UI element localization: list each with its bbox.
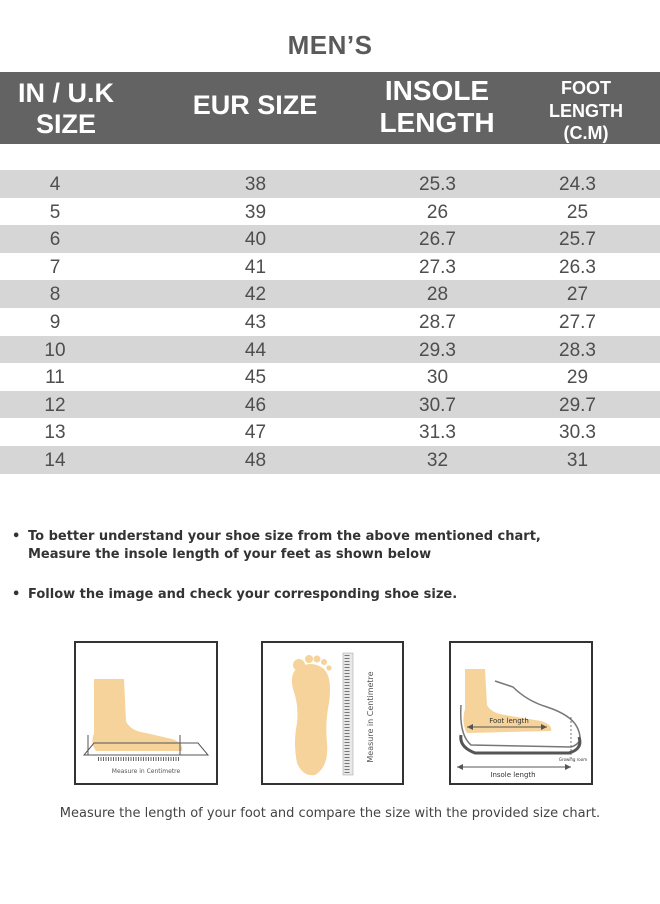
cell-uk: 12 [44, 394, 66, 416]
header-insole-length [362, 75, 512, 139]
table-row [0, 308, 660, 336]
header-foot-line3: (C.M) [563, 123, 609, 143]
panel3-foot-label: Foot length [489, 717, 529, 725]
panel3-growing-label: Growing room [558, 757, 588, 762]
cell-foot: 27 [566, 284, 589, 306]
cell-insole: 25.3 [419, 174, 456, 195]
panel3-insole-label: Insole length [490, 771, 536, 779]
cell-foot: 25 [566, 201, 589, 223]
table-row [0, 363, 660, 391]
header-insole-line2: LENGTH [379, 107, 495, 139]
cell-eur: 41 [244, 256, 267, 278]
cell-uk: 14 [44, 449, 66, 471]
table-row [0, 253, 660, 281]
header-uk-size-line2: SIZE [35, 109, 96, 140]
cell-uk: 13 [44, 422, 66, 444]
table-row [0, 280, 660, 308]
cell-uk: 11 [45, 367, 65, 389]
table-row [0, 198, 660, 226]
cell-insole: 28.7 [419, 311, 456, 333]
instruction-note-1 [12, 528, 541, 564]
cell-insole: 30 [426, 367, 449, 389]
cell-eur: 40 [244, 229, 267, 251]
page-title: MEN’S [287, 30, 373, 60]
cell-eur: 45 [244, 367, 267, 389]
cell-eur: 38 [244, 174, 267, 195]
header-uk-size-line1: IN / U.K [17, 78, 114, 108]
header-foot-line1: FOOT [561, 78, 611, 98]
table-row [0, 225, 660, 253]
cell-insole: 30.7 [419, 394, 456, 416]
header-eur-size: EUR SIZE [192, 90, 318, 120]
foot-side-icon [76, 643, 216, 783]
bullet-icon: • [12, 529, 21, 544]
cell-eur: 47 [244, 422, 267, 444]
cell-foot: 28.3 [559, 339, 596, 361]
header-uk-size [0, 78, 132, 140]
cell-foot: 29 [566, 367, 589, 389]
cell-eur: 44 [244, 339, 267, 361]
table-row [0, 170, 660, 198]
shoe-insole-icon [451, 643, 591, 783]
panel2-caption: Measure in Centimetre [366, 671, 375, 763]
footer-instruction: Measure the length of your foot and compare the size with the provided size chart. [59, 806, 601, 821]
cell-insole: 31.3 [419, 422, 456, 444]
cell-insole: 28 [426, 284, 449, 306]
cell-uk: 7 [49, 256, 61, 278]
cell-insole: 26 [426, 201, 449, 223]
cell-insole: 32 [426, 449, 449, 471]
table-row [0, 336, 660, 364]
cell-uk: 5 [49, 201, 61, 223]
cell-foot: 24.3 [559, 174, 596, 195]
header-foot-line2: LENGTH [549, 100, 623, 121]
bullet-icon: • [12, 587, 21, 602]
foot-side-diagram [74, 641, 218, 785]
size-table-body [0, 170, 660, 474]
cell-eur: 42 [244, 284, 267, 306]
cell-foot: 30.3 [559, 422, 596, 444]
foot-top-icon [263, 643, 402, 783]
foot-top-diagram [261, 641, 404, 785]
header-foot-length [530, 77, 642, 145]
table-row [0, 391, 660, 419]
cell-foot: 29.7 [559, 394, 596, 416]
header-insole-line1: INSOLE [384, 75, 490, 106]
cell-eur: 39 [244, 201, 267, 223]
panel1-caption: Measure in Centimetre [111, 768, 181, 775]
instruction-note-2 [12, 586, 458, 604]
cell-uk: 10 [44, 339, 66, 361]
cell-eur: 43 [244, 311, 267, 333]
cell-insole: 29.3 [419, 339, 456, 361]
cell-uk: 9 [49, 311, 61, 333]
table-header [0, 72, 660, 144]
note2-text: Follow the image and check your corresponding shoe size. [28, 587, 458, 602]
cell-insole: 26.7 [419, 229, 456, 251]
note1-line1: To better understand your shoe size from the above mentioned chart, [28, 529, 541, 544]
table-row [0, 418, 660, 446]
cell-foot: 27.7 [559, 311, 596, 333]
shoe-insole-diagram [449, 641, 593, 785]
cell-insole: 27.3 [419, 256, 456, 278]
cell-eur: 46 [244, 394, 267, 416]
cell-foot: 26.3 [559, 256, 596, 278]
cell-uk: 8 [49, 284, 61, 306]
note1-line2: Measure the insole length of your feet as shown below [28, 547, 432, 563]
cell-eur: 48 [244, 449, 267, 471]
cell-foot: 31 [566, 449, 589, 471]
cell-uk: 6 [49, 229, 61, 251]
cell-uk: 4 [49, 174, 61, 195]
cell-foot: 25.7 [559, 229, 596, 251]
table-row [0, 446, 660, 474]
